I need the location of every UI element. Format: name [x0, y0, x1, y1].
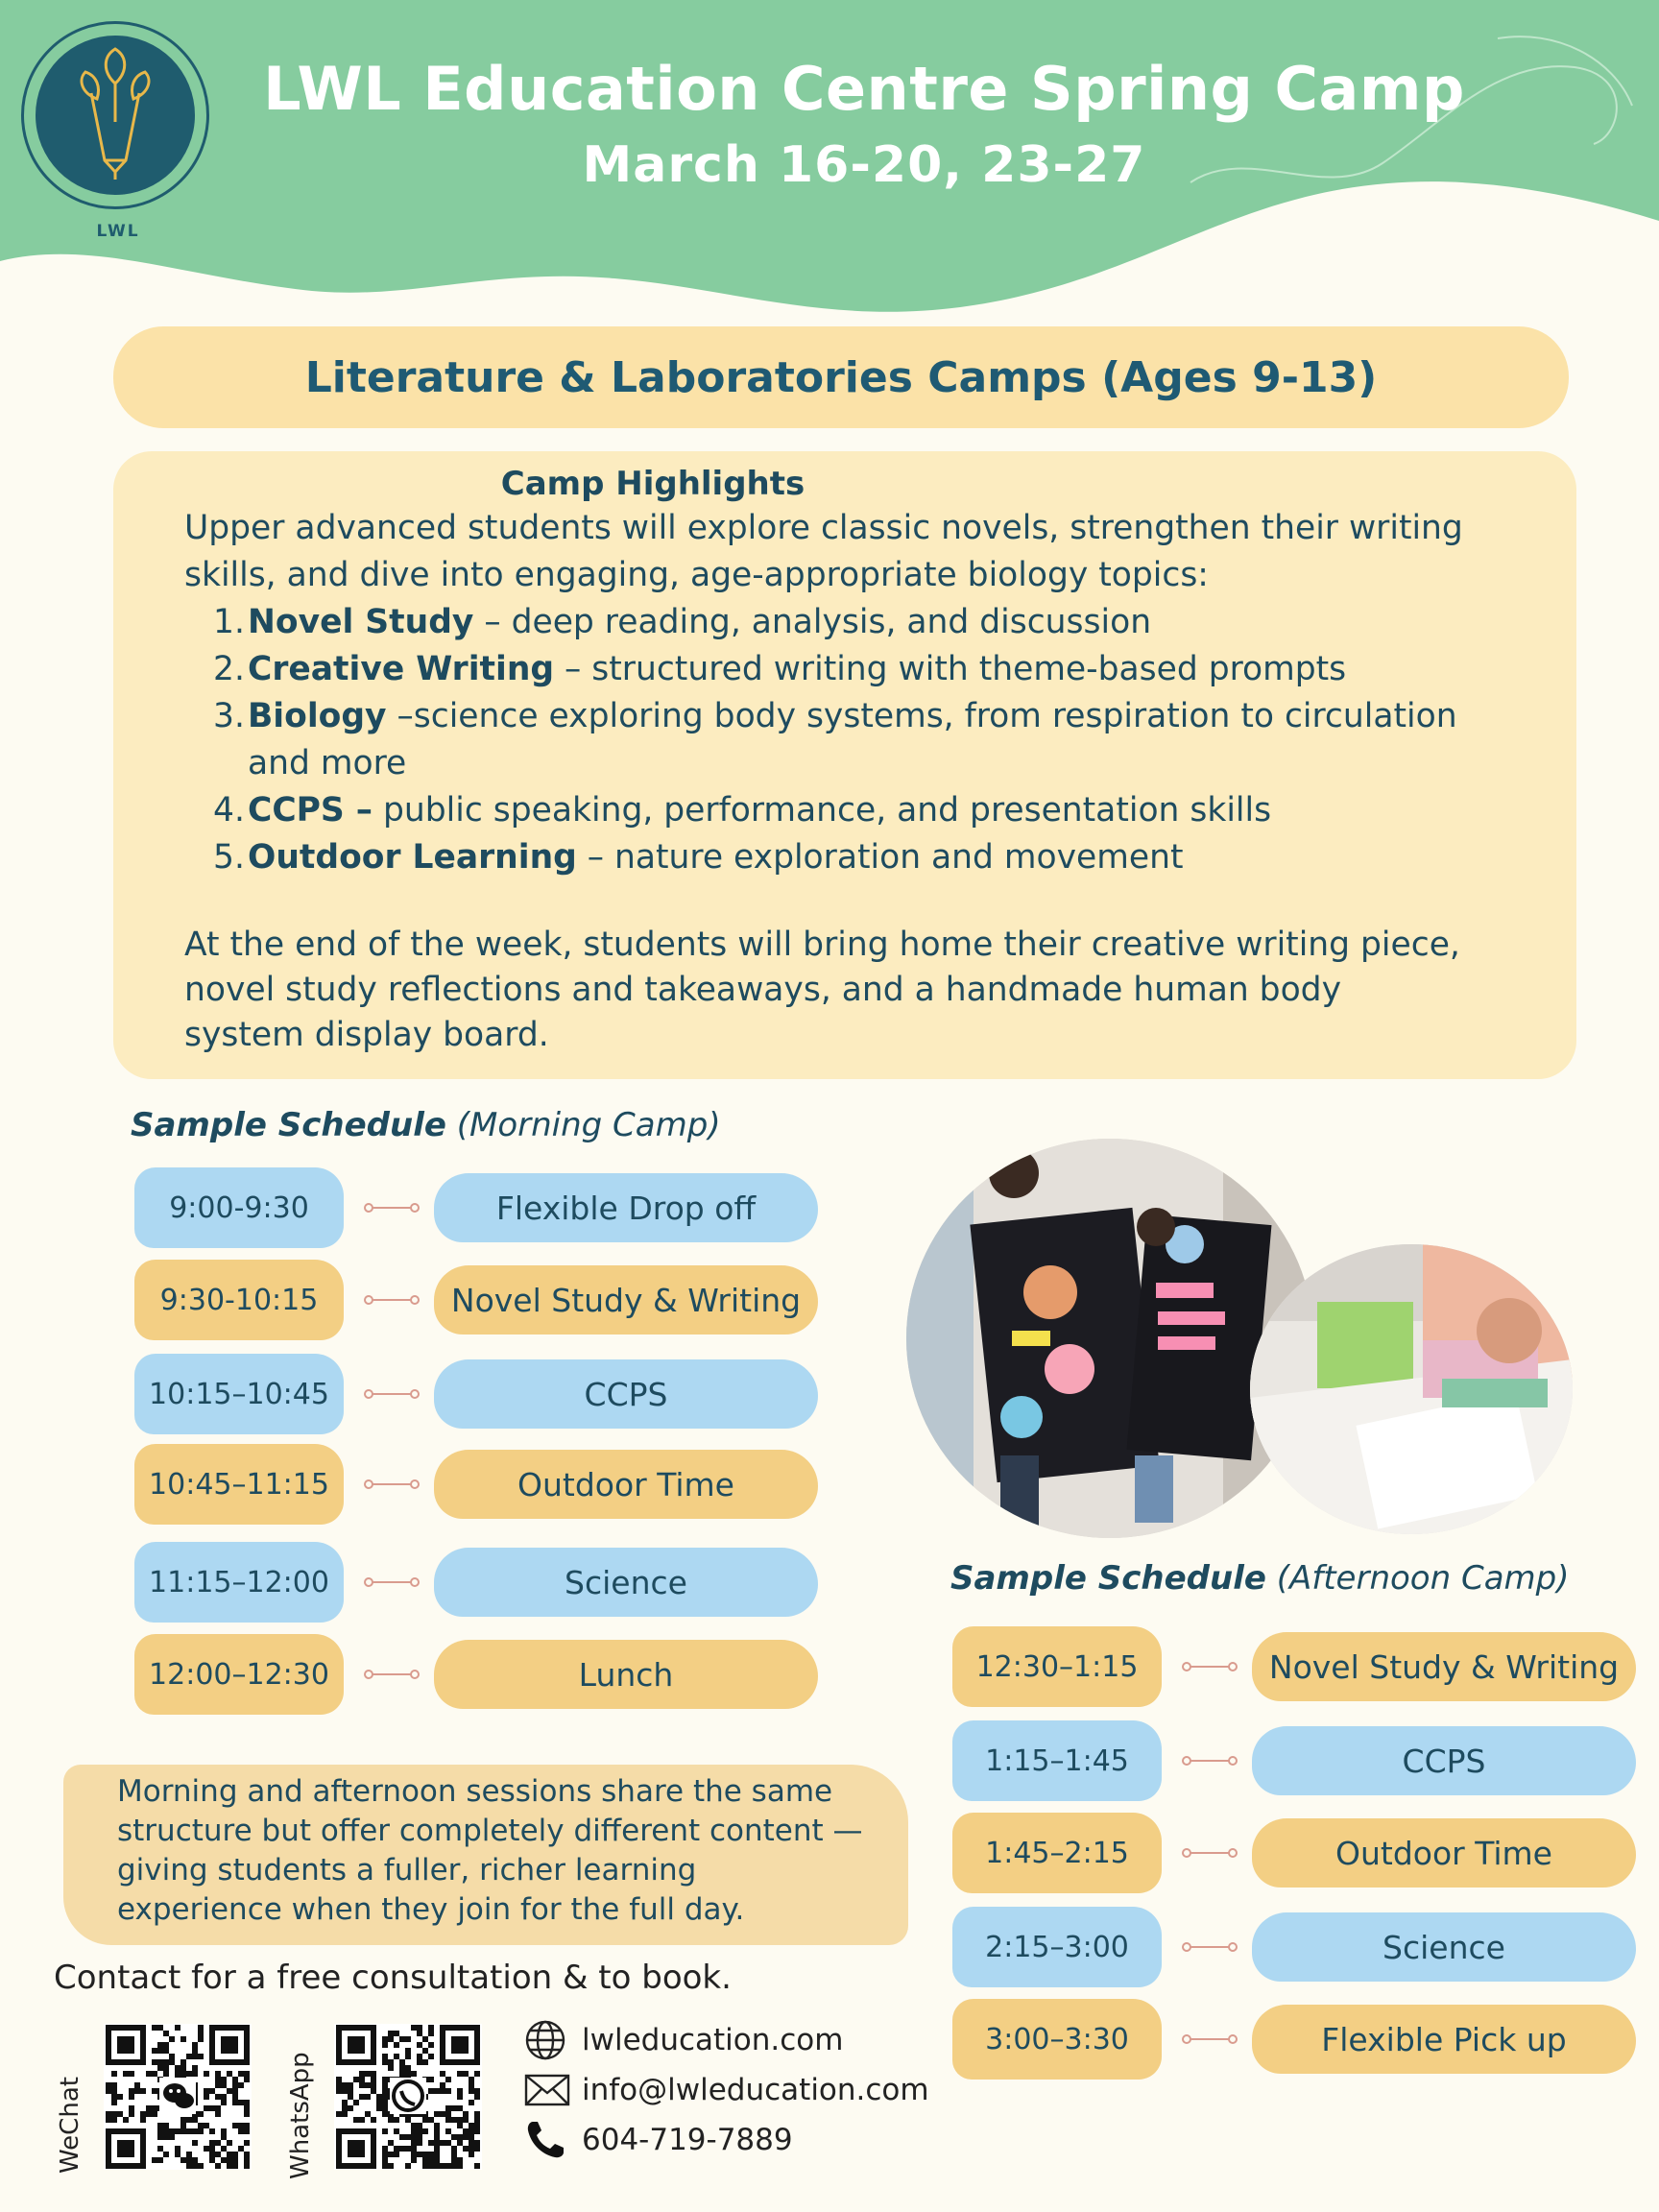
schedule-row [134, 1444, 818, 1525]
list-item: 1. Novel Study – deep reading, analysis, and discussion [213, 603, 1152, 641]
afternoon-schedule-heading: Sample Schedule (Afternoon Camp) [950, 1559, 1570, 1598]
schedule-row [134, 1167, 818, 1248]
time-slot: 11:15–12:00 [134, 1542, 344, 1623]
highlights-list [213, 599, 1557, 881]
item-desc: – deep reading, analysis, and discussion [473, 603, 1152, 641]
activity-label: CCPS [1252, 1726, 1636, 1795]
time-slot: 12:00–12:30 [134, 1634, 344, 1715]
email-link[interactable]: info@lwleducation.com [524, 2066, 929, 2114]
highlights-intro-1: Upper advanced students will explore classic novels, strengthen their writing [184, 509, 1463, 547]
wechat-qr-code[interactable] [104, 2024, 252, 2170]
time-slot: 9:30-10:15 [134, 1260, 344, 1340]
activity-label: Novel Study & Writing [1252, 1632, 1636, 1701]
item-desc: – structured writing with theme-based prompts [554, 650, 1347, 688]
schedule-row [952, 1907, 1636, 1987]
activity-label: Novel Study & Writing [434, 1265, 818, 1334]
connector-icon [1181, 2033, 1238, 2045]
time-slot: 9:00-9:30 [134, 1167, 344, 1248]
activity-label: Outdoor Time [434, 1450, 818, 1519]
pencil-leaf-icon [36, 36, 195, 195]
time-slot: 10:45–11:15 [134, 1444, 344, 1525]
logo-text: LWL [96, 222, 140, 241]
time-slot: 12:30–1:15 [952, 1626, 1162, 1707]
time-slot: 1:15–1:45 [952, 1720, 1162, 1801]
connector-icon [363, 1479, 421, 1490]
item-desc: – nature exploration and movement [576, 838, 1184, 877]
connector-icon [363, 1576, 421, 1588]
whatsapp-qr-code[interactable] [334, 2024, 482, 2170]
time-slot: 10:15–10:45 [134, 1354, 344, 1434]
whatsapp-icon [394, 2081, 422, 2110]
activity-label: Science [434, 1548, 818, 1617]
activity-label: Flexible Pick up [1252, 2005, 1636, 2074]
highlights-heading: Camp Highlights [500, 465, 805, 503]
schedule-row [134, 1260, 818, 1340]
activity-label: Science [1252, 1912, 1636, 1982]
item-name: Novel Study [248, 603, 474, 641]
activity-label: Lunch [434, 1640, 818, 1709]
phone-icon [524, 2119, 582, 2161]
list-item: 3. Biology –science exploring body systems, from respiration to circulation [213, 697, 1457, 735]
time-slot: 2:15–3:00 [952, 1907, 1162, 1987]
wechat-label: WeChat [56, 2077, 84, 2174]
item-name: Outdoor Learning [248, 838, 577, 877]
schedule-row [952, 1813, 1636, 1893]
envelope-icon [524, 2069, 582, 2111]
schedule-row [952, 1626, 1636, 1707]
photo-student-writing [1250, 1244, 1573, 1534]
globe-icon [524, 2019, 582, 2061]
activity-label: Outdoor Time [1252, 1818, 1636, 1887]
schedule-row [952, 1999, 1636, 2080]
item-name: Creative Writing [248, 650, 555, 688]
list-item: 4. CCPS – public speaking, performance, and presentation skills [213, 791, 1272, 830]
connector-icon [1181, 1755, 1238, 1767]
camp-title-banner: Literature & Laboratories Camps (Ages 9-13) [113, 326, 1569, 428]
phone-link[interactable]: 604-719-7889 [524, 2116, 793, 2164]
schedule-row [134, 1542, 818, 1623]
highlights-outro-1: At the end of the week, students will bring home their creative writing piece, [184, 926, 1460, 964]
camp-dates: March 16-20, 23-27 [582, 136, 1146, 194]
connector-icon [1181, 1941, 1238, 1953]
schedule-row [952, 1720, 1636, 1801]
photo-students-display-boards [906, 1139, 1313, 1538]
connector-icon [1181, 1661, 1238, 1672]
morning-schedule-heading: Sample Schedule (Morning Camp) [131, 1106, 721, 1144]
item-desc: public speaking, performance, and presentation skills [373, 791, 1272, 830]
website-link[interactable]: lwleducation.com [524, 2016, 843, 2064]
connector-icon [363, 1669, 421, 1680]
highlights-outro-3: system display board. [184, 1016, 549, 1054]
highlights-outro-2: novel study reflections and takeaways, and a handmade human body [184, 971, 1341, 1009]
connector-icon [1181, 1847, 1238, 1859]
connector-icon [363, 1388, 421, 1400]
item-name: CCPS – [248, 791, 373, 830]
activity-label: Flexible Drop off [434, 1173, 818, 1242]
time-slot: 3:00–3:30 [952, 1999, 1162, 2080]
contact-heading: Contact for a free consultation & to book. [54, 1959, 732, 1997]
list-item: 5. Outdoor Learning – nature exploration and movement [213, 838, 1184, 877]
list-item: 2. Creative Writing – structured writing with theme-based prompts [213, 650, 1347, 688]
item-name: Biology [248, 697, 387, 735]
connector-icon [363, 1294, 421, 1306]
highlights-intro-2: skills, and dive into engaging, age-appropriate biology topics: [184, 556, 1209, 594]
item-desc: –science exploring body systems, from respiration to circulation [386, 697, 1457, 735]
page-title: LWL Education Centre Spring Camp [263, 54, 1465, 124]
connector-icon [363, 1202, 421, 1214]
schedule-row [134, 1354, 818, 1434]
time-slot: 1:45–2:15 [952, 1813, 1162, 1893]
schedule-row [134, 1634, 818, 1715]
lwl-logo [21, 21, 209, 241]
sessions-note: Morning and afternoon sessions share the same structure but offer completely different content — giving students a fuller, richer learning experience when they join for the full day. [117, 1774, 863, 1927]
whatsapp-label: WhatsApp [286, 2052, 315, 2179]
list-item-continued: and more [248, 744, 407, 782]
activity-label: CCPS [434, 1359, 818, 1429]
